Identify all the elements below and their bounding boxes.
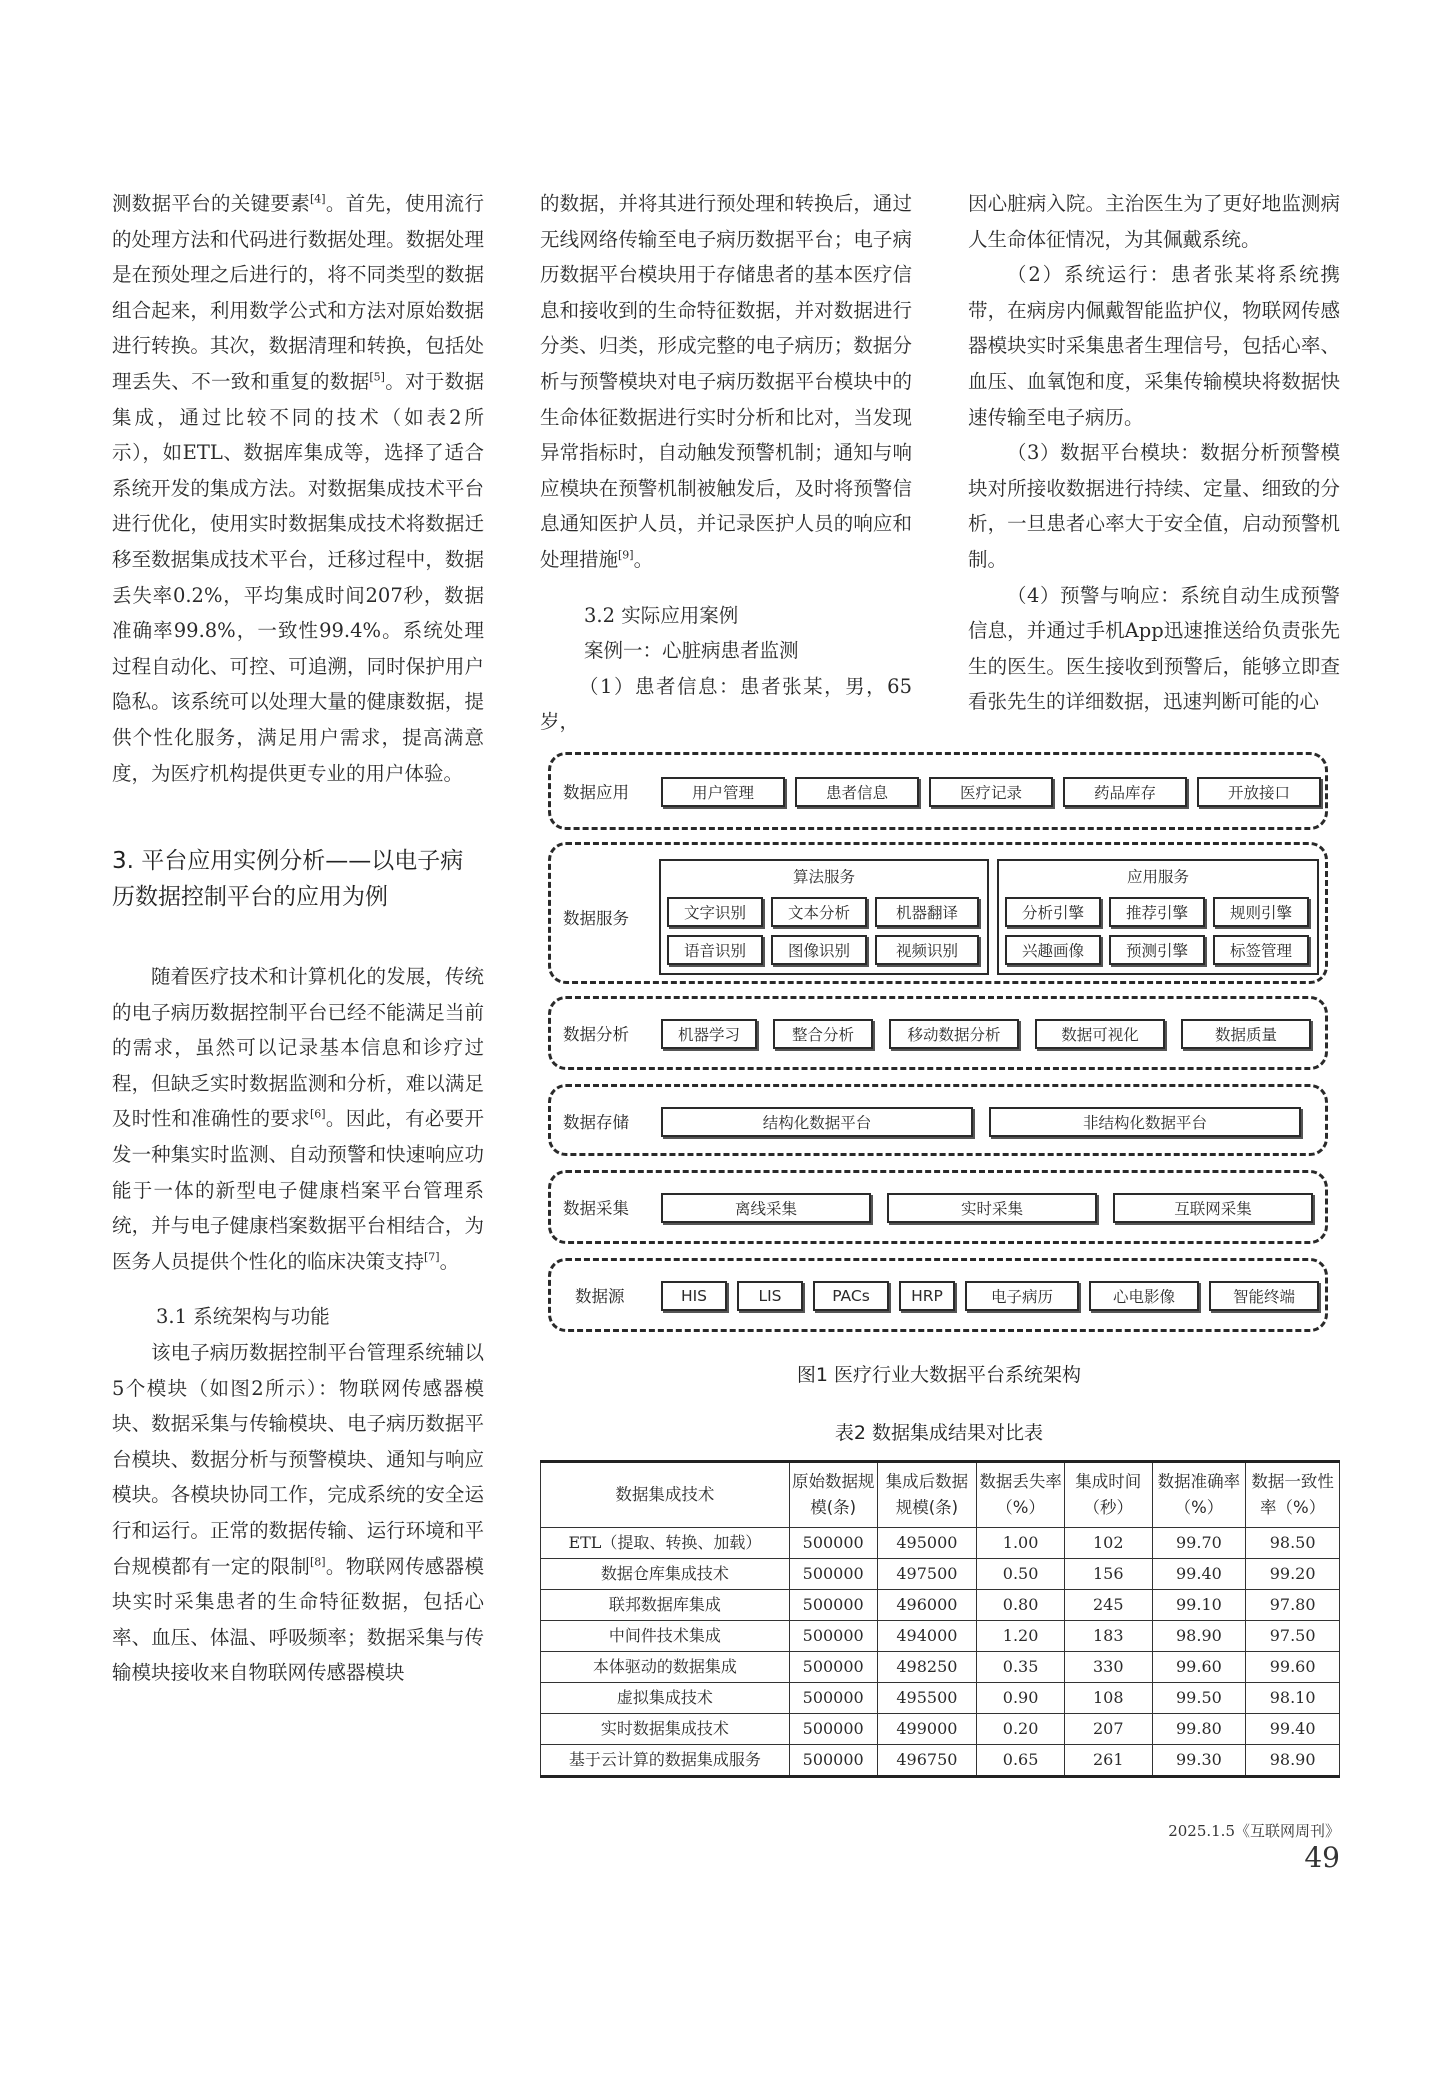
header-cell: 集成后数据规模(条)	[877, 1462, 977, 1528]
table-cell: 99.80	[1152, 1714, 1246, 1745]
group-title: 应用服务	[1126, 868, 1189, 886]
source-box: PACs	[813, 1281, 889, 1311]
paragraph: 该电子病历数据控制平台管理系统辅以5个模块（如图2所示）：物联网传感器模块、数据采集与传输模块、电子病历数据平台模块、数据分析与预警模块、通知与响应模块。各模块协同工作，完成系统的安全运行和运行。正常的数据传输、运行环境和平台规模都有一定的限制[8]。物联网传感器模块实时采集患者的生命特征数据，包括心率、血压、体温、呼吸频率；数据采集与传输模块接收来自物联网传感器模块	[112, 1341, 484, 1685]
table-cell: 99.60	[1246, 1652, 1340, 1683]
table-cell: 97.50	[1246, 1621, 1340, 1652]
app-box: 开放接口	[1197, 777, 1321, 807]
table-cell: 495000	[877, 1528, 977, 1559]
source-box: HIS	[661, 1281, 727, 1311]
table-cell: 数据仓库集成技术	[541, 1559, 790, 1590]
group-title: 算法服务	[792, 868, 855, 886]
service-box: 预测引擎	[1109, 935, 1205, 965]
service-box: 兴趣画像	[1005, 935, 1101, 965]
table-cell: 108	[1064, 1683, 1152, 1714]
table-cell: 500000	[789, 1528, 877, 1559]
layer-data-storage	[548, 1084, 1328, 1156]
table-cell: 207	[1064, 1714, 1152, 1745]
layer-data-collection	[548, 1170, 1328, 1244]
table-cell: 0.20	[977, 1714, 1065, 1745]
analysis-box: 数据可视化	[1035, 1019, 1165, 1049]
app-box: 药品库存	[1063, 777, 1187, 807]
table-row	[541, 1590, 1340, 1621]
service-box: 视频识别	[875, 935, 979, 965]
paragraph: （3）数据平台模块：数据分析预警模块对所接收数据进行持续、定量、细致的分析，一旦患者心率大于安全值，启动预警机制。	[968, 441, 1340, 571]
analysis-box: 移动数据分析	[889, 1019, 1019, 1049]
table-cell: 495500	[877, 1683, 977, 1714]
layer-label: 数据分析	[563, 1025, 629, 1044]
layer-label: 数据服务	[563, 909, 629, 928]
app-box: 用户管理	[661, 777, 785, 807]
paragraph: 因心脏病入院。主治医生为了更好地监测病人生命体征情况，为其佩戴系统。	[968, 192, 1340, 251]
paragraph: （4）预警与响应：系统自动生成预警信息，并通过手机App迅速推送给负责张先生的医生。医生接收到预警后，能够立即查看张先生的详细数据，迅速判断可能的心	[968, 583, 1340, 714]
table-caption: 表2 数据集成结果对比表	[834, 1422, 1044, 1444]
service-box: 规则引擎	[1213, 897, 1309, 927]
table-cell: 499000	[877, 1714, 977, 1745]
table-cell: 498250	[877, 1652, 977, 1683]
table-cell: 183	[1064, 1621, 1152, 1652]
table-cell: 99.40	[1246, 1714, 1340, 1745]
table-cell: 99.70	[1152, 1528, 1246, 1559]
table-cell: 99.40	[1152, 1559, 1246, 1590]
layer-data-source	[548, 1258, 1328, 1332]
page-number: 49	[1304, 1841, 1340, 1874]
table-cell: 494000	[877, 1621, 977, 1652]
table-cell: 500000	[789, 1652, 877, 1683]
table-cell: 0.90	[977, 1683, 1065, 1714]
application-service-group	[997, 859, 1319, 975]
table-cell: 98.90	[1152, 1621, 1246, 1652]
case-title: 案例一：心脏病患者监测	[584, 639, 799, 663]
paragraph: （2）系统运行：患者张某将系统携带，在病房内佩戴智能监护仪，物联网传感器模块实时采集患者生理信号，包括心率、血压、血氧饱和度，采集传输模块将数据快速传输至电子病历。	[968, 263, 1340, 429]
table-cell: 基于云计算的数据集成服务	[541, 1745, 790, 1777]
table-cell: 496000	[877, 1590, 977, 1621]
analysis-box: 整合分析	[773, 1019, 873, 1049]
source-box: 心电影像	[1089, 1281, 1199, 1311]
section-heading: 3. 平台应用实例分析——以电子病历数据控制平台的应用为例	[112, 848, 464, 911]
table-row	[541, 1559, 1340, 1590]
table-cell: 99.10	[1152, 1590, 1246, 1621]
table-cell: 500000	[789, 1745, 877, 1777]
table-cell: 1.20	[977, 1621, 1065, 1652]
table-cell: 156	[1064, 1559, 1152, 1590]
subsection-heading: 3.2 实际应用案例	[584, 603, 739, 627]
service-box: 分析引擎	[1005, 897, 1101, 927]
service-box: 推荐引擎	[1109, 897, 1205, 927]
table-cell: 中间件技术集成	[541, 1621, 790, 1652]
table-cell: 500000	[789, 1683, 877, 1714]
table-cell: 500000	[789, 1590, 877, 1621]
table-row	[541, 1683, 1340, 1714]
table-cell: 0.35	[977, 1652, 1065, 1683]
table-cell: 261	[1064, 1745, 1152, 1777]
layer-data-application	[548, 752, 1328, 830]
table-cell: 500000	[789, 1559, 877, 1590]
paragraph: 随着医疗技术和计算机化的发展，传统的电子病历数据控制平台已经不能满足当前的需求，虽然可以记录基本信息和诊疗过程，但缺乏实时数据监测和分析，难以满足及时性和准确性的要求[6]。因此，有必要开发一种集实时监测、自动预警和快速响应功能于一体的新型电子健康档案平台管理系统，并与电子健康档案数据平台相结合，为医务人员提供个性化的临床决策支持[7]。	[112, 965, 484, 1273]
layer-label: 数据采集	[563, 1199, 629, 1218]
table-cell: 496750	[877, 1745, 977, 1777]
table-cell: 99.30	[1152, 1745, 1246, 1777]
table-cell: 0.65	[977, 1745, 1065, 1777]
text-column-2	[540, 186, 912, 740]
table-cell: 102	[1064, 1528, 1152, 1559]
collection-box: 离线采集	[661, 1193, 871, 1223]
paragraph: （1）患者信息：患者张某，男，65岁，	[540, 674, 912, 734]
header-cell: 数据丢失率（%）	[977, 1462, 1065, 1528]
table-cell: 本体驱动的数据集成	[541, 1652, 790, 1683]
app-box: 医疗记录	[929, 777, 1053, 807]
layer-label: 数据应用	[563, 783, 629, 802]
algorithm-service-group	[659, 859, 989, 975]
table-cell: 实时数据集成技术	[541, 1714, 790, 1745]
table-header-row	[541, 1462, 1340, 1528]
table-cell: 联邦数据库集成	[541, 1590, 790, 1621]
service-box: 图像识别	[771, 935, 867, 965]
table-cell: 99.50	[1152, 1683, 1246, 1714]
table-cell: 1.00	[977, 1528, 1065, 1559]
table-cell: 98.50	[1246, 1528, 1340, 1559]
header-cell: 数据准确率（%）	[1152, 1462, 1246, 1528]
layer-data-service	[548, 842, 1328, 984]
table-cell: ETL（提取、转换、加载）	[541, 1528, 790, 1559]
table-cell: 虚拟集成技术	[541, 1683, 790, 1714]
page-footer	[1130, 1820, 1340, 1874]
app-box: 患者信息	[795, 777, 919, 807]
table-row	[541, 1621, 1340, 1652]
header-cell: 原始数据规模(条)	[789, 1462, 877, 1528]
table-cell: 99.20	[1246, 1559, 1340, 1590]
layer-label: 数据源	[575, 1287, 625, 1306]
service-box: 文字识别	[667, 897, 763, 927]
table-cell: 98.10	[1246, 1683, 1340, 1714]
table-cell: 245	[1064, 1590, 1152, 1621]
header-cell: 集成时间（秒）	[1064, 1462, 1152, 1528]
table-cell: 500000	[789, 1714, 877, 1745]
text-column-1	[112, 186, 484, 1691]
table-cell: 0.50	[977, 1559, 1065, 1590]
table-cell: 99.60	[1152, 1652, 1246, 1683]
source-box: 智能终端	[1209, 1281, 1319, 1311]
architecture-diagram	[548, 752, 1330, 1338]
table-cell: 97.80	[1246, 1590, 1340, 1621]
table-cell: 0.80	[977, 1590, 1065, 1621]
header-cell: 数据一致性率（%）	[1246, 1462, 1340, 1528]
table-cell: 497500	[877, 1559, 977, 1590]
paragraph: 测数据平台的关键要素[4]。首先，使用流行的处理方法和代码进行数据处理。数据处理是在预处理之后进行的，将不同类型的数据组合起来，利用数学公式和方法对原始数据进行转换。其次，数据清理和转换，包括处理丢失、不一致和重复的数据[5]。对于数据集成，通过比较不同的技术（如表2所示），如ETL、数据库集成等，选择了适合系统开发的集成方法。对数据集成技术平台进行优化，使用实时数据集成技术将数据迁移至数据集成技术平台，迁移过程中，数据丢失率0.2%，平均集成时间207秒，数据准确率99.8%，一致性99.4%。系统处理过程自动化、可控、可追溯，同时保护用户隐私。该系统可以处理大量的健康数据，提供个性化服务，满足用户需求，提高满意度，为医疗机构提供更专业的用户体验。	[112, 192, 484, 785]
text-column-3	[968, 186, 1340, 720]
service-box: 文本分析	[771, 897, 867, 927]
integration-results-table	[540, 1460, 1340, 1778]
table-row	[541, 1528, 1340, 1559]
storage-box: 非结构化数据平台	[989, 1107, 1301, 1137]
layer-data-analysis	[548, 996, 1328, 1070]
paragraph: 的数据，并将其进行预处理和转换后，通过无线网络传输至电子病历数据平台；电子病历数据平台模块用于存储患者的基本医疗信息和接收到的生命特征数据，并对数据进行分类、归类，形成完整的电子病历；数据分析与预警模块对电子病历数据平台模块中的生命体征数据进行实时分析和比对，当发现异常指标时，自动触发预警机制；通知与响应模块在预警机制被触发后，及时将预警信息通知医护人员，并记录医护人员的响应和处理措施[9]。	[540, 192, 912, 571]
table-row	[541, 1652, 1340, 1683]
table-cell: 98.90	[1246, 1745, 1340, 1777]
analysis-box: 机器学习	[661, 1019, 757, 1049]
header-cell: 数据集成技术	[541, 1462, 790, 1528]
figure-caption: 图1 医疗行业大数据平台系统架构	[796, 1364, 1082, 1386]
layer-label: 数据存储	[563, 1113, 629, 1132]
subsection-heading: 3.1 系统架构与功能	[156, 1305, 330, 1329]
service-box: 机器翻译	[875, 897, 979, 927]
source-box: HRP	[899, 1281, 955, 1311]
service-box: 语音识别	[667, 935, 763, 965]
collection-box: 互联网采集	[1113, 1193, 1313, 1223]
source-box: 电子病历	[965, 1281, 1079, 1311]
table-cell: 330	[1064, 1652, 1152, 1683]
source-box: LIS	[737, 1281, 803, 1311]
collection-box: 实时采集	[887, 1193, 1097, 1223]
service-box: 标签管理	[1213, 935, 1309, 965]
storage-box: 结构化数据平台	[661, 1107, 973, 1137]
issue-label: 2025.1.5《互联网周刊》	[1168, 1822, 1340, 1840]
table-cell: 500000	[789, 1621, 877, 1652]
analysis-box: 数据质量	[1181, 1019, 1311, 1049]
table-row	[541, 1745, 1340, 1777]
table-row	[541, 1714, 1340, 1745]
